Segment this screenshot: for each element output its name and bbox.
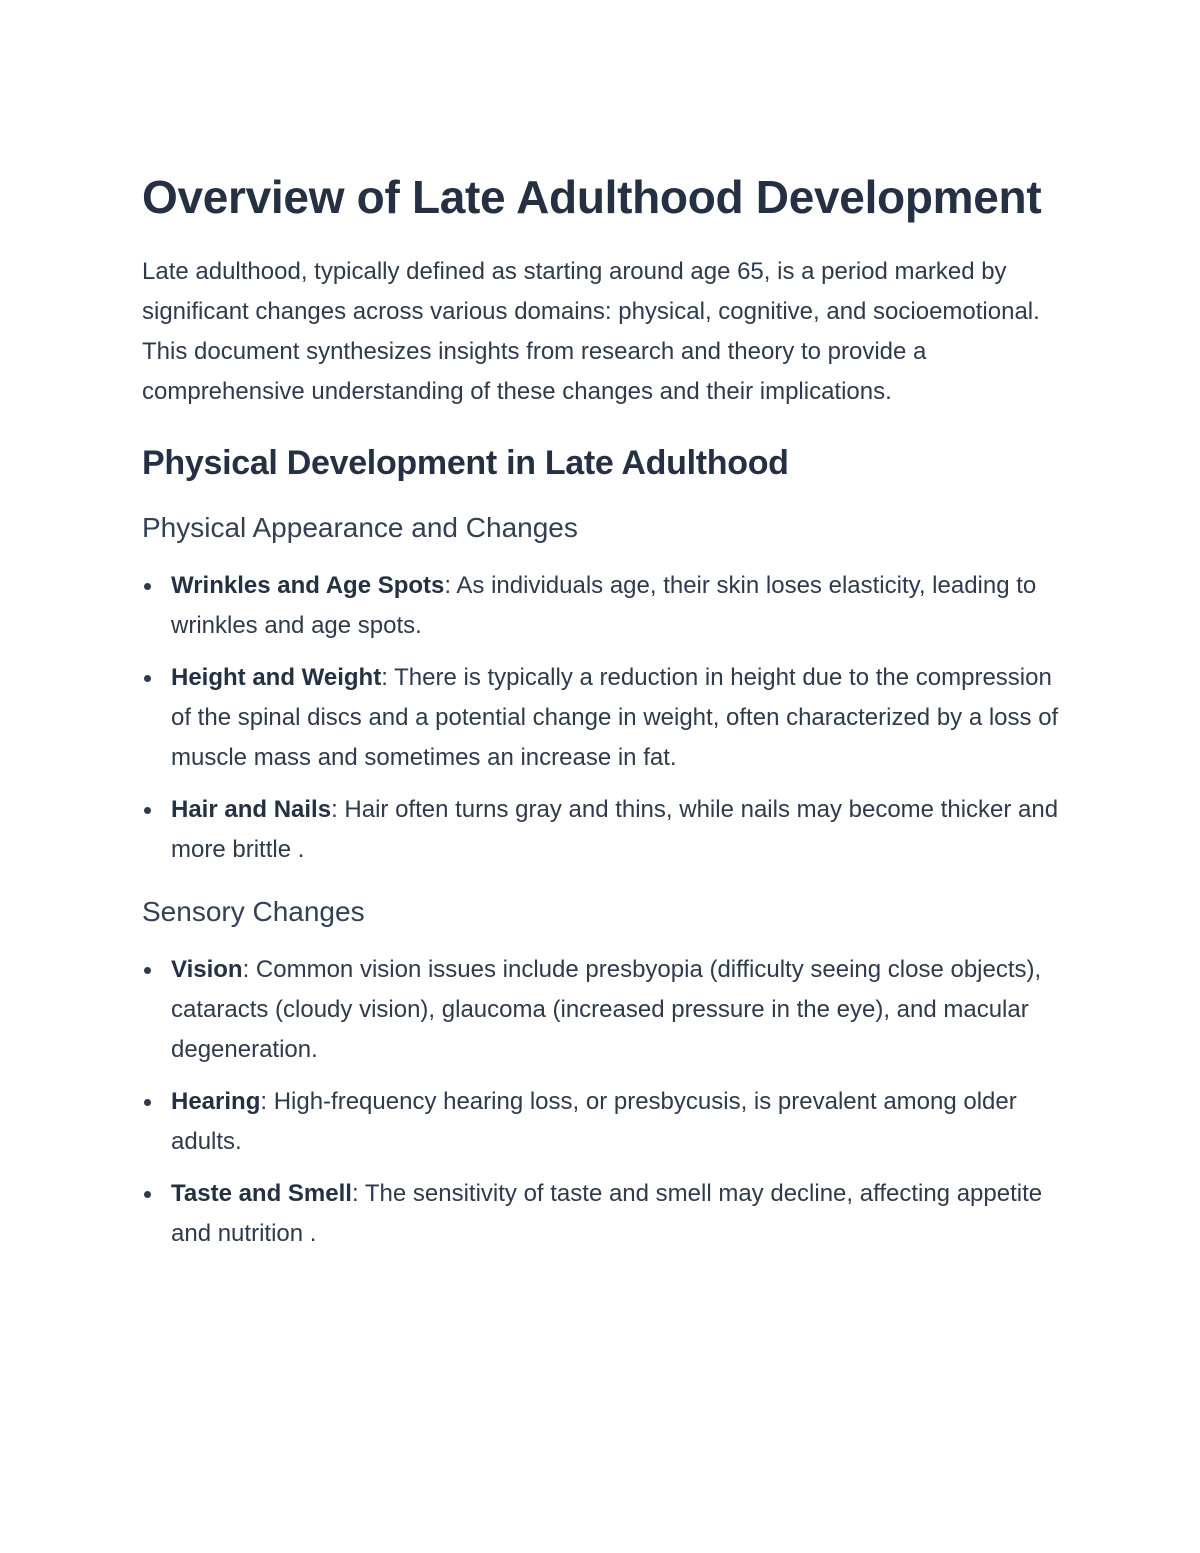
section-heading-physical: Physical Development in Late Adulthood: [142, 444, 789, 482]
bullet-icon: [144, 675, 151, 682]
bullet-icon: [144, 1191, 151, 1198]
list-item-term: Hearing: [171, 1088, 261, 1115]
bullet-icon: [144, 807, 151, 814]
list-item-text: : High-frequency hearing loss, or presbycusis, is prevalent among older adults.: [171, 1088, 1017, 1155]
list-item-term: Taste and Smell: [171, 1180, 352, 1207]
list-item-hearing: [142, 1082, 1062, 1162]
subheading-sensory: Sensory Changes: [142, 896, 365, 927]
sensory-list: [142, 950, 1062, 1254]
list-item-vision: [142, 950, 1062, 1070]
list-item-term: Wrinkles and Age Spots: [171, 572, 445, 599]
list-item-term: Hair and Nails: [171, 796, 332, 823]
list-item-text: : The sensitivity of taste and smell may decline, affecting appetite and nutrition .: [171, 1180, 1043, 1247]
document-title: Overview of Late Adulthood Development: [142, 171, 1042, 223]
list-item-wrinkles: [142, 566, 1062, 646]
list-item-taste-smell: [142, 1174, 1062, 1254]
document-page: [142, 166, 1062, 1266]
bullet-icon: [144, 1099, 151, 1106]
intro-paragraph: Late adulthood, typically defined as starting around age 65, is a period marked by significant changes across various domains: physical, cognitive, and socioemotional. This document synthesizes insights from research and theory to provide a comprehensive understanding of these changes and their implications.: [142, 258, 1040, 405]
list-item-text: : Common vision issues include presbyopia (difficulty seeing close objects), cataracts (cloudy vision), glaucoma (increased pressure in the eye), and macular degeneration.: [171, 956, 1042, 1063]
list-item-hair-nails: [142, 790, 1062, 870]
list-item-text: : As individuals age, their skin loses elasticity, leading to wrinkles and age spots.: [171, 572, 1037, 639]
list-item-term: Height and Weight: [171, 664, 382, 691]
bullet-icon: [144, 583, 151, 590]
subheading-appearance: Physical Appearance and Changes: [142, 512, 578, 543]
bullet-icon: [144, 967, 151, 974]
list-item-height-weight: [142, 658, 1062, 778]
list-item-text: : Hair often turns gray and thins, while nails may become thicker and more brittle .: [171, 796, 1059, 863]
appearance-list: [142, 566, 1062, 870]
list-item-term: Vision: [171, 956, 243, 983]
list-item-text: : There is typically a reduction in height due to the compression of the spinal discs and a potential change in weight, often characterized by a loss of muscle mass and sometimes an increase in fat.: [171, 664, 1059, 771]
